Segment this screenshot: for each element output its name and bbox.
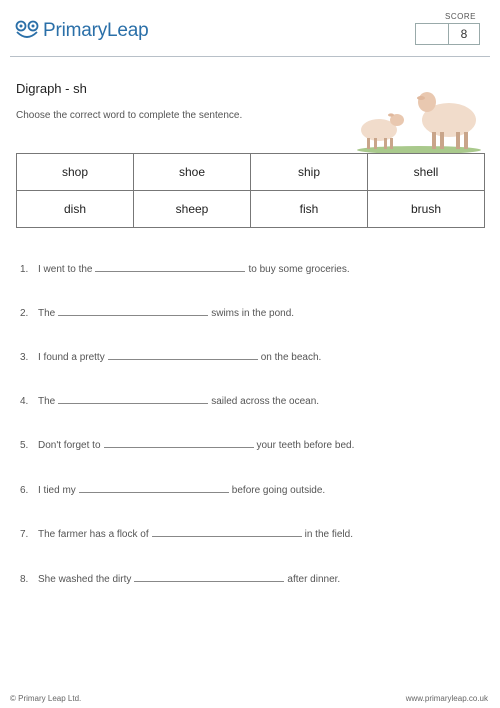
question-text-before: I found a pretty xyxy=(38,352,105,363)
question-4 xyxy=(20,393,319,407)
question-text-after: on the beach. xyxy=(260,352,322,363)
word-bank-cell: fish xyxy=(251,191,368,228)
question-text-before: Don't forget to xyxy=(38,440,101,451)
worksheet-instruction: Choose the correct word to complete the sentence. xyxy=(16,110,243,121)
answer-blank[interactable] xyxy=(152,526,302,537)
question-text-before: She washed the dirty xyxy=(38,574,132,585)
question-text-after: your teeth before bed. xyxy=(256,440,355,451)
question-number: 5. xyxy=(20,440,29,451)
word-bank-cell: dish xyxy=(17,191,134,228)
word-bank-cell: shop xyxy=(17,154,134,191)
sheep-illustration xyxy=(355,86,483,156)
brand-logo xyxy=(14,20,149,42)
question-number: 8. xyxy=(20,574,29,585)
question-number: 4. xyxy=(20,396,29,407)
word-bank-cell: shoe xyxy=(134,154,251,191)
question-text-after: to buy some groceries. xyxy=(248,264,350,275)
answer-blank[interactable] xyxy=(79,482,229,493)
question-text-after: in the field. xyxy=(304,529,353,540)
question-text-after: after dinner. xyxy=(287,574,341,585)
word-bank-cell: sheep xyxy=(134,191,251,228)
footer-url[interactable]: www.primaryleap.co.uk xyxy=(405,694,488,703)
question-text-after: before going outside. xyxy=(231,485,326,496)
word-bank-row xyxy=(17,191,485,228)
answer-blank[interactable] xyxy=(58,393,208,404)
question-7 xyxy=(20,526,353,540)
frog-logo-icon xyxy=(14,20,40,42)
answer-blank[interactable] xyxy=(58,305,208,316)
question-number: 7. xyxy=(20,529,29,540)
question-text-before: I tied my xyxy=(38,485,76,496)
answer-blank[interactable] xyxy=(95,261,245,272)
question-6 xyxy=(20,482,325,496)
question-number: 1. xyxy=(20,264,29,275)
word-bank-cell: shell xyxy=(368,154,485,191)
header-divider xyxy=(10,56,490,57)
question-number: 6. xyxy=(20,485,29,496)
question-text-before: I went to the xyxy=(38,264,93,275)
question-text-before: The xyxy=(38,396,56,407)
question-5 xyxy=(20,437,354,451)
question-text-before: The farmer has a flock of xyxy=(38,529,149,540)
word-bank-cell: brush xyxy=(368,191,485,228)
worksheet-title: Digraph - sh xyxy=(16,81,87,96)
word-bank-table xyxy=(16,153,485,228)
word-bank-row xyxy=(17,154,485,191)
answer-blank[interactable] xyxy=(134,571,284,582)
answer-blank[interactable] xyxy=(108,349,258,360)
brand-name: PrimaryLeap xyxy=(43,20,149,41)
question-number: 2. xyxy=(20,308,29,319)
answer-blank[interactable] xyxy=(104,437,254,448)
question-1 xyxy=(20,261,350,275)
score-box xyxy=(415,12,480,45)
question-2 xyxy=(20,305,294,319)
question-3 xyxy=(20,349,321,363)
word-bank-cell: ship xyxy=(251,154,368,191)
score-input[interactable] xyxy=(416,24,449,44)
question-number: 3. xyxy=(20,352,29,363)
question-text-before: The xyxy=(38,308,56,319)
question-text-after: swims in the pond. xyxy=(211,308,295,319)
score-total: 8 xyxy=(460,27,468,41)
question-text-after: sailed across the ocean. xyxy=(211,396,320,407)
question-8 xyxy=(20,571,340,585)
score-label: SCORE xyxy=(445,12,476,21)
footer-copyright: © Primary Leap Ltd. xyxy=(10,694,82,703)
